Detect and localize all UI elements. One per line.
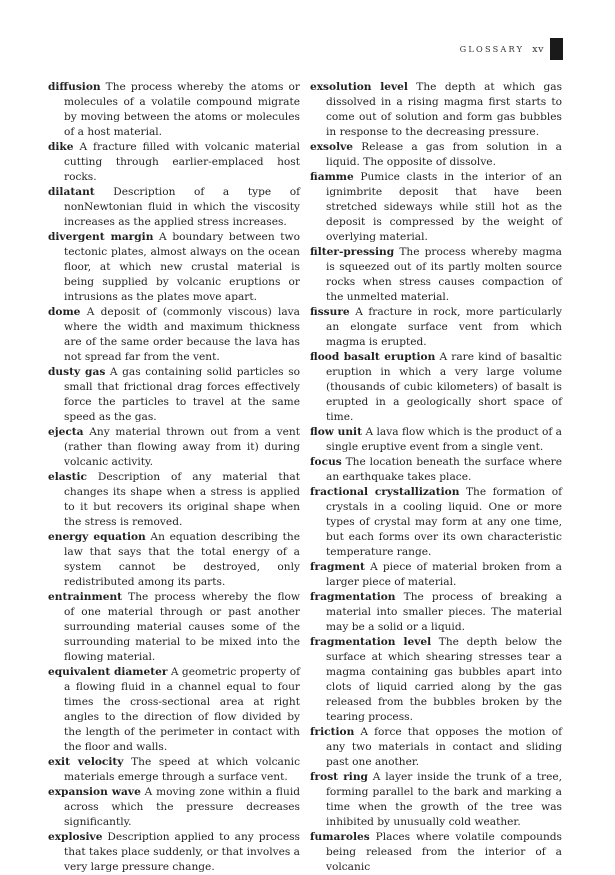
glossary-term: flow unit xyxy=(310,426,362,438)
glossary-entry xyxy=(310,485,562,560)
glossary-definition: A piece of material broken from a larger piece of material. xyxy=(326,561,562,588)
glossary-entry xyxy=(48,230,300,305)
glossary-term: diffusion xyxy=(48,81,101,93)
glossary-entry xyxy=(48,305,300,365)
glossary-entry xyxy=(48,140,300,185)
glossary-term: equivalent diameter xyxy=(48,666,168,678)
glossary-definition: Pumice clasts in the interior of an ignimbrite deposit that have been stretched sideways while still hot as the deposit is compressed by the weight of overlying material. xyxy=(326,171,562,243)
glossary-term: friction xyxy=(310,726,355,738)
glossary-entry xyxy=(48,185,300,230)
glossary-definition: Description applied to any process that takes place suddenly, or that involves a very large pressure change. xyxy=(64,831,300,873)
glossary-term: fumaroles xyxy=(310,831,370,843)
glossary-definition: A gas containing solid particles so small that frictional drag forces effectively force the particles to travel at the same speed as the gas. xyxy=(64,366,301,423)
glossary-term: fractional crystallization xyxy=(310,486,460,498)
glossary-term: fragmentation level xyxy=(310,636,432,648)
glossary-definition: A geometric property of a flowing fluid in a channel equal to four times the cross-sectional area at right angles to the direction of flow divided by the length of the perimeter in contact with the floor and walls. xyxy=(64,666,300,753)
glossary-entry xyxy=(310,725,562,770)
glossary-entry xyxy=(48,590,300,665)
glossary-definition: A lava flow which is the product of a single eruptive event from a single vent. xyxy=(326,426,562,453)
glossary-term: entrainment xyxy=(48,591,123,603)
glossary-definition: The process whereby magma is squeezed out of its partly molten source rocks when stress causes compaction of the unmelted material. xyxy=(326,246,563,303)
glossary-term: fragment xyxy=(310,561,365,573)
glossary-term: ejecta xyxy=(48,426,84,438)
glossary-definition: A moving zone within a fluid across which the pressure decreases significantly. xyxy=(64,786,300,828)
glossary-entry xyxy=(310,305,562,350)
glossary-definition: An equation describing the law that says that the total energy of a system cannot be destroyed, only redistributed among its parts. xyxy=(64,531,300,588)
running-header xyxy=(460,38,563,60)
glossary-definition: Description of any material that changes its shape when a stress is applied to it but recovers its original shape when the stress is removed. xyxy=(64,471,300,528)
glossary-definition: The depth below the surface at which shearing stresses tear a magma containing gas bubbles apart into clots of liquid carried along by the gas released from the bubbles broken by the tearing process. xyxy=(326,636,562,723)
glossary-definition: A boundary between two tectonic plates, almost always on the ocean floor, at which new crustal material is being supplied by volcanic eruptions or intrusions as the plates move apart. xyxy=(64,231,300,303)
glossary-definition: Any material thrown out from a vent (rather than flowing away from it) during volcanic activity. xyxy=(64,426,300,468)
glossary-entry xyxy=(310,245,562,305)
glossary-term: dike xyxy=(48,141,74,153)
glossary-entry xyxy=(310,170,562,245)
left-column xyxy=(48,80,300,875)
page-number: xv xyxy=(532,43,544,55)
glossary-definition: Places where volatile compounds being released from the interior of a volcanic xyxy=(326,831,562,873)
right-column xyxy=(310,80,562,875)
glossary-definition: The speed at which volcanic materials emerge through a surface vent. xyxy=(64,756,301,783)
glossary-definition: Description of a type of nonNewtonian fluid in which the viscosity increases as the applied stress increases. xyxy=(64,186,300,228)
glossary-term: fiamme xyxy=(310,171,354,183)
glossary-term: explosive xyxy=(48,831,103,843)
glossary-entry xyxy=(310,140,562,170)
glossary-term: exsolve xyxy=(310,141,354,153)
glossary-term: frost ring xyxy=(310,771,368,783)
glossary-term: elastic xyxy=(48,471,87,483)
glossary-entry xyxy=(310,350,562,425)
glossary-definition: A fracture filled with volcanic material cutting through earlier-emplaced host rocks. xyxy=(64,141,300,183)
glossary-entry xyxy=(48,80,300,140)
glossary-term: filter-pressing xyxy=(310,246,395,258)
glossary-term: focus xyxy=(310,456,342,468)
glossary-definition: The depth at which gas dissolved in a rising magma first starts to come out of solution and form gas bubbles in response to the decreasing pressure. xyxy=(326,81,563,138)
glossary-entry xyxy=(48,755,300,785)
glossary-term: exsolution level xyxy=(310,81,408,93)
glossary-term: exit velocity xyxy=(48,756,124,768)
glossary-term: flood basalt eruption xyxy=(310,351,436,363)
glossary-entry xyxy=(48,785,300,830)
glossary-definition: The process of breaking a material into smaller pieces. The material may be a solid or a liquid. xyxy=(326,591,562,633)
glossary-definition: A fracture in rock, more particularly an elongate surface vent from which magma is erupted. xyxy=(326,306,562,348)
glossary-columns xyxy=(48,80,562,875)
header-title: GLOSSARY xyxy=(459,44,525,54)
glossary-entry xyxy=(48,830,300,875)
glossary-entry xyxy=(310,590,562,635)
glossary-term: fragmentation xyxy=(310,591,396,603)
glossary-entry xyxy=(48,530,300,590)
glossary-definition: A deposit of (commonly viscous) lava where the width and maximum thickness are of the same order because the lava has not spread far from the vent. xyxy=(64,306,300,363)
glossary-entry xyxy=(310,770,562,830)
glossary-definition: The formation of crystals in a cooling liquid. One or more types of crystal may form at any one time, but each forms over its own characteristic temperature range. xyxy=(326,486,563,558)
glossary-definition: A layer inside the trunk of a tree, forming parallel to the bark and marking a time when the growth of the tree was inhibited by unusually cold weather. xyxy=(326,771,562,828)
glossary-entry xyxy=(48,365,300,425)
glossary-term: energy equation xyxy=(48,531,146,543)
glossary-definition: The location beneath the surface where an earthquake takes place. xyxy=(326,456,562,483)
glossary-definition: A force that opposes the motion of any two materials in contact and sliding past one another. xyxy=(326,726,562,768)
glossary-term: dilatant xyxy=(48,186,95,198)
thumb-tab xyxy=(550,38,563,60)
glossary-entry xyxy=(48,470,300,530)
glossary-entry xyxy=(310,560,562,590)
glossary-entry xyxy=(48,665,300,755)
glossary-definition: Release a gas from solution in a liquid. The opposite of dissolve. xyxy=(326,141,562,168)
glossary-term: divergent margin xyxy=(48,231,154,243)
glossary-term: dome xyxy=(48,306,81,318)
glossary-term: expansion wave xyxy=(48,786,141,798)
glossary-entry xyxy=(310,80,562,140)
glossary-entry xyxy=(48,425,300,470)
glossary-entry xyxy=(310,425,562,455)
glossary-entry xyxy=(310,635,562,725)
glossary-definition: The process whereby the atoms or molecules of a volatile compound migrate by moving between the atoms or molecules of a host material. xyxy=(64,81,300,138)
glossary-term: dusty gas xyxy=(48,366,106,378)
glossary-definition: A rare kind of basaltic eruption in which a very large volume (thousands of cubic kilometers) of basalt is erupted in a geologically short space of time. xyxy=(326,351,562,423)
glossary-definition: The process whereby the flow of one material through or past another surrounding material causes some of the surrounding material to be mixed into the flowing material. xyxy=(64,591,300,663)
glossary-term: fissure xyxy=(310,306,350,318)
glossary-entry xyxy=(310,830,562,875)
glossary-entry xyxy=(310,455,562,485)
